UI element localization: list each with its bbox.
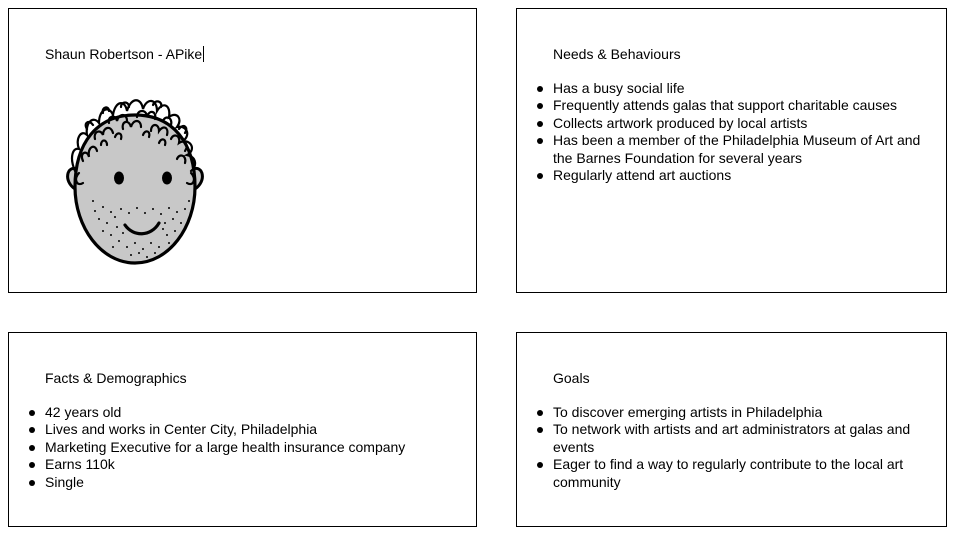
list-item: Has a busy social life xyxy=(535,80,926,97)
needs-title: Needs & Behaviours xyxy=(553,46,681,62)
list-item: Single xyxy=(27,474,456,491)
list-item: Frequently attends galas that support charitable causes xyxy=(535,97,926,114)
goals-list xyxy=(535,404,926,491)
goals-card xyxy=(516,332,947,527)
text-cursor xyxy=(203,46,204,62)
list-item: 42 years old xyxy=(27,404,456,421)
persona-title[interactable] xyxy=(45,45,204,63)
list-item: To discover emerging artists in Philadelphia xyxy=(535,404,926,421)
list-item: Marketing Executive for a large health insurance company xyxy=(27,439,456,456)
list-item: Regularly attend art auctions xyxy=(535,167,926,184)
facts-card xyxy=(8,332,477,527)
list-item: Earns 110k xyxy=(27,456,456,473)
needs-list xyxy=(535,80,926,184)
facts-list xyxy=(27,404,456,491)
goals-title: Goals xyxy=(553,370,590,386)
persona-title-text: Shaun Robertson - APike xyxy=(45,46,203,62)
list-item: Lives and works in Center City, Philadelphia xyxy=(27,421,456,438)
list-item: Eager to find a way to regularly contribute to the local art community xyxy=(535,456,926,491)
list-item: Collects artwork produced by local artists xyxy=(535,115,926,132)
list-item: To network with artists and art administrators at galas and events xyxy=(535,421,926,456)
facts-title: Facts & Demographics xyxy=(45,370,187,386)
cartoon-face-icon xyxy=(59,77,211,269)
needs-card xyxy=(516,8,947,293)
list-item: Has been a member of the Philadelphia Museum of Art and the Barnes Foundation for several years xyxy=(535,132,926,167)
persona-card xyxy=(8,8,477,293)
